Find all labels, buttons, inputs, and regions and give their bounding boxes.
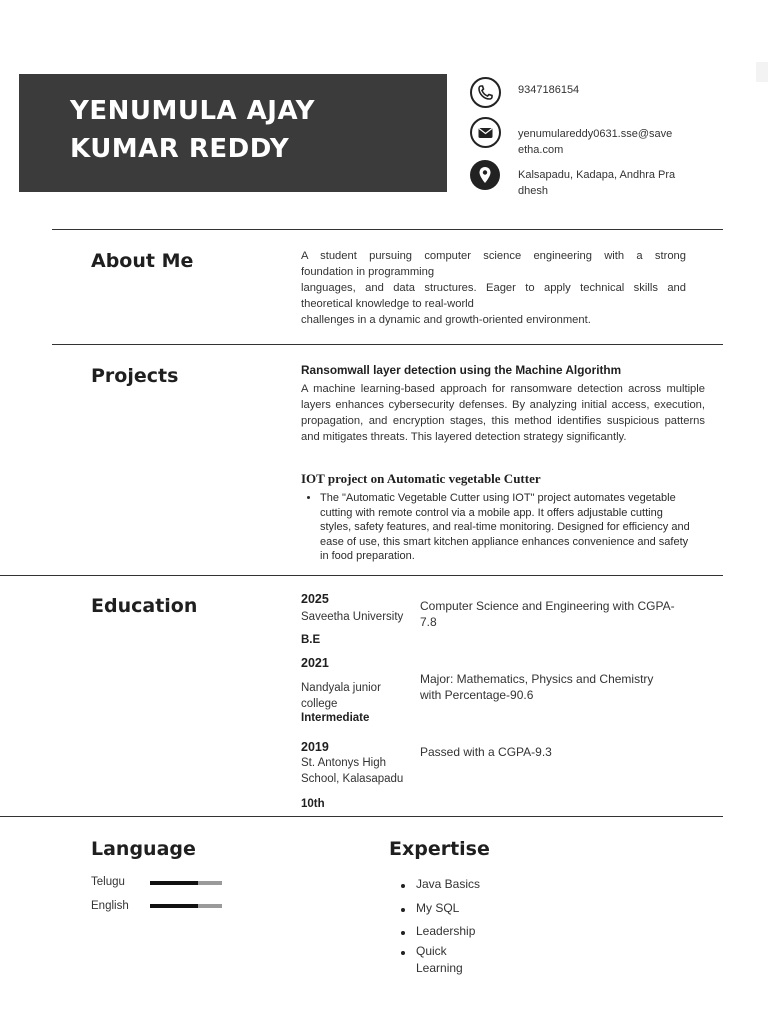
edu-year: 2021 (301, 656, 329, 670)
expertise-item: My SQL (416, 901, 460, 915)
email-address: yenumulareddy0631.sse@saveetha.com (518, 128, 673, 156)
name-banner (19, 74, 447, 192)
edu-year: 2019 (301, 740, 329, 754)
expertise-item: Java Basics (416, 877, 481, 891)
edu-degree: Intermediate (301, 712, 370, 724)
divider (0, 816, 723, 817)
divider (52, 344, 723, 345)
location-icon (470, 160, 500, 190)
edu-institution: Saveetha University (301, 611, 404, 623)
list-item: • The "Automatic Vegetable Cutter using IOT" project automates vegetable cutting with remote control via a mobile app. It offers adjustable cutting styles, safety features, and real-time monitoring. Designed for efficiency and ease of use, this smart kitchen appliance enhances convenience and safety in food preparation. (320, 491, 695, 564)
project-2-bullets (302, 491, 695, 564)
email-icon (470, 117, 501, 148)
language-label: Telugu (91, 876, 125, 888)
address: Kalsapadu, Kadapa, Andhra Pradhesh (518, 169, 676, 197)
edu-detail: Major: Mathematics, Physics and Chemistry with Percentage-90.6 (420, 672, 654, 702)
section-title-education: Education (91, 595, 198, 617)
language-level-bar (150, 881, 222, 885)
expertise-item: Leadership (416, 924, 476, 938)
section-title-about: About Me (91, 250, 194, 272)
bullet-dot (401, 951, 405, 955)
edu-institution: Nandyala junior college (301, 682, 381, 710)
page-edge-mark (756, 62, 768, 82)
edu-detail: Computer Science and Engineering with CGPA-7.8 (420, 599, 675, 629)
bullet-dot (401, 884, 405, 888)
project-1-description: A machine learning-based approach for ransomware detection across multiple layers enhances cybersecurity defenses. By analyzing initial access, execution, propagation, and encryption stages, this method identifies suspicious patterns and mitigates threats. This layered detection strategy significantly. (301, 383, 705, 443)
edu-detail: Passed with a CGPA-9.3 (420, 745, 552, 759)
language-label: English (91, 900, 129, 912)
edu-degree: B.E (301, 634, 321, 646)
expertise-item: Quick Learning (416, 944, 463, 975)
bullet-dot (401, 908, 405, 912)
edu-year: 2025 (301, 592, 329, 606)
name-line-2: KUMAR REDDY (70, 134, 290, 164)
section-title-expertise: Expertise (389, 838, 490, 860)
phone-icon (470, 77, 501, 108)
language-level-fill (150, 881, 198, 885)
language-level-fill (150, 904, 198, 908)
divider (0, 575, 723, 576)
section-title-language: Language (91, 838, 196, 860)
language-level-bar (150, 904, 222, 908)
section-title-projects: Projects (91, 365, 179, 387)
phone-number: 9347186154 (518, 84, 580, 96)
about-text: A student pursuing computer science engineering with a strong foundation in programming languages, and data structures. Eager to apply technical skills and theoretical knowledge to real-world challenges in a dynamic and growth-oriented environment. (301, 250, 686, 326)
divider (52, 229, 723, 230)
project-1-title: Ransomwall layer detection using the Machine Algorithm (301, 363, 622, 377)
edu-degree: 10th (301, 798, 325, 810)
name-line-1: YENUMULA AJAY (70, 96, 315, 126)
bullet-dot (401, 931, 405, 935)
project-2-title: IOT project on Automatic vegetable Cutter (301, 471, 541, 486)
edu-institution: St. Antonys High School, Kalasapadu (301, 757, 404, 785)
